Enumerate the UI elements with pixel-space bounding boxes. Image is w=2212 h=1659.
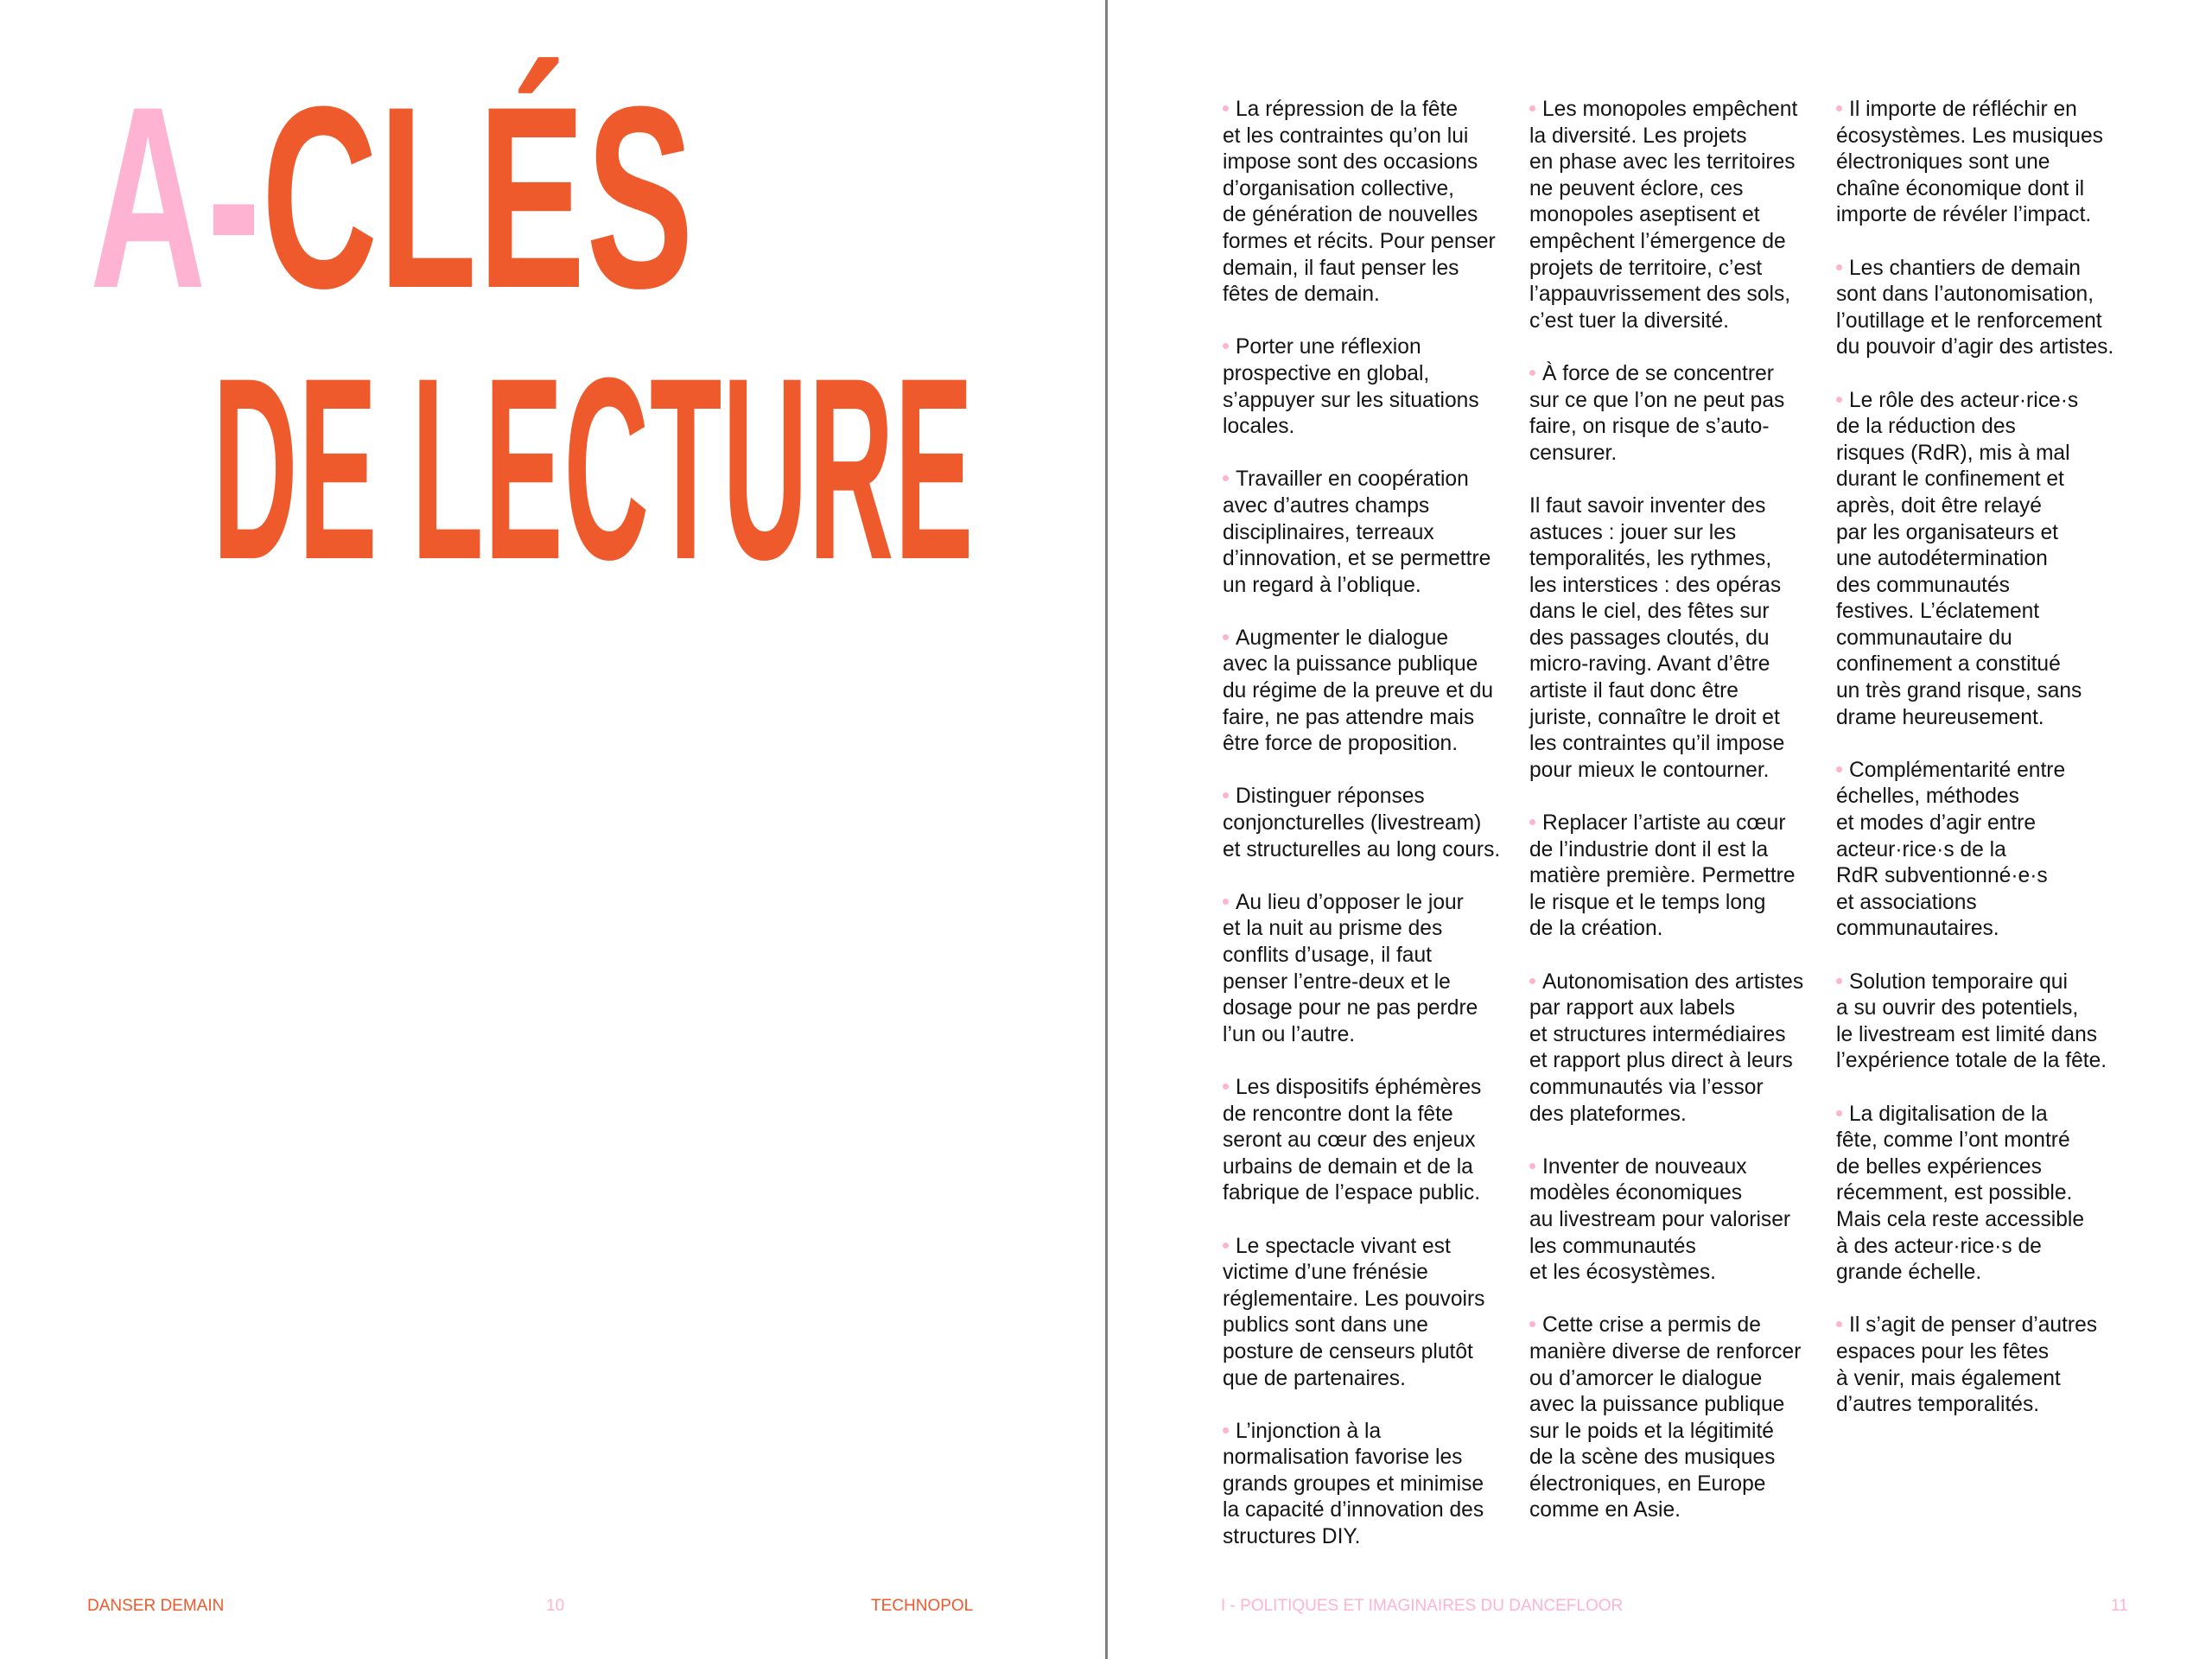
paragraph-text: À force de se concentrer sur ce que l’on ne peut pas faire, on risque de s’auto- censurer. [1529, 361, 1785, 465]
paragraph-text: Distinguer réponses conjoncturelles (livestream) et structurelles au long cours. [1223, 785, 1501, 861]
paragraph [1529, 810, 1816, 943]
paragraph [1529, 969, 1816, 1128]
bullet-dot-icon [1529, 105, 1535, 111]
footer-section-title: I - POLITIQUES ET IMAGINAIRES DU DANCEFLOOR [1221, 1597, 1624, 1615]
bullet-dot-icon [1529, 1163, 1535, 1169]
paragraph [1836, 1102, 2123, 1287]
bullet-dot-icon [1223, 475, 1229, 481]
paragraph-text: Les chantiers de demain sont dans l’autonomisation, l’outillage et le renforcement du pouvoir d’agir des artistes. [1836, 256, 2114, 359]
bullet-dot-icon [1223, 899, 1229, 905]
paragraph [1223, 334, 1510, 440]
paragraph [1223, 626, 1510, 758]
paragraph-text: Il s’agit de penser d’autres espaces pour les fêtes à venir, mais également d’autres temporalités. [1836, 1313, 2098, 1417]
paragraph-text: Replacer l’artiste au cœur de l’industrie dont il est la matière première. Permettre le risque et le temps long de la création. [1529, 811, 1796, 941]
paragraph [1223, 890, 1510, 1049]
paragraph [1836, 256, 2123, 361]
paragraph-text: Autonomisation des artistes par rapport aux labels et structures intermédiaires et rapport plus direct à leurs communautés via l’essor des plateformes. [1529, 969, 1804, 1126]
paragraph-text: Travailler en coopération avec d’autres champs disciplinaires, terreaux d’innovation, et se permettre un regard à l’oblique. [1223, 467, 1491, 597]
bullet-dot-icon [1836, 766, 1842, 772]
paragraph-text: Porter une réflexion prospective en global, s’appuyer sur les situations locales. [1223, 335, 1479, 439]
paragraph-text: L’injonction à la normalisation favorise les grands groupes et minimise la capacité d’innovation des structures DIY. [1223, 1419, 1484, 1549]
page-title-line2: DE LECTURE [213, 323, 975, 613]
text-column-3 [1836, 97, 2123, 1445]
footer-page-number: 11 [2111, 1597, 2128, 1615]
bullet-dot-icon [1836, 1321, 1842, 1327]
paragraph [1529, 361, 1816, 467]
text-column-1 [1223, 97, 1510, 1577]
bullet-dot-icon [1836, 1110, 1842, 1116]
paragraph-text: Complémentarité entre échelles, méthodes et modes d’agir entre acteur·rice·s de la RdR subventionné·e·s et associations communautaires. [1836, 758, 2066, 941]
paragraph-text: Inventer de nouveaux modèles économiques au livestream pour valoriser les communautés et les écosystèmes. [1529, 1154, 1791, 1285]
paragraph-text: Solution temporaire qui a su ouvrir des potentiels, le livestream est limité dans l’expérience totale de la fête. [1836, 969, 2107, 1073]
paragraph [1836, 388, 2123, 732]
title-letter: A [90, 52, 207, 342]
bullet-dot-icon [1836, 978, 1842, 984]
paragraph [1223, 1234, 1510, 1393]
page-title [90, 52, 695, 342]
text-column-2 [1529, 97, 1816, 1551]
title-dash: - [207, 52, 262, 342]
bullet-dot-icon [1529, 1321, 1535, 1327]
paragraph-text: Le rôle des acteur·rice·s de la réduction des risques (RdR), mis à mal durant le confinement et après, doit être relayé par les organisateurs et une autodétermination des communautés festives. L’éclatement communautaire du confinement a constitué un très grand risque, sans drame heureusement. [1836, 388, 2082, 729]
bullet-dot-icon [1836, 105, 1842, 111]
paragraph-text: Les monopoles empêchent la diversité. Les projets en phase avec les territoires ne peuvent éclore, ces monopoles aseptisent et empêchent l’émergence de projets de territoire, c’est l’appauvrissement des sols, c’est tuer la diversité. [1529, 98, 1798, 333]
bullet-dot-icon [1223, 1427, 1229, 1433]
bullet-dot-icon [1223, 792, 1229, 798]
paragraph [1529, 1154, 1816, 1287]
paragraph [1836, 1313, 2123, 1418]
right-page [1108, 0, 2212, 1659]
bullet-dot-icon [1223, 105, 1229, 111]
bullet-dot-icon [1223, 1243, 1229, 1249]
bullet-dot-icon [1836, 264, 1842, 270]
paragraph-text: Il faut savoir inventer des astuces : jouer sur les temporalités, les rythmes, les interstices : des opéras dans le ciel, des fêtes sur des passages cloutés, du micro-raving. Avant d’être artiste il faut donc être juriste, connaître le droit et les contraintes qu’il impose pour mieux le contourner. [1529, 493, 1785, 782]
bullet-dot-icon [1529, 978, 1535, 984]
footer-publisher: TECHNOPOL [871, 1597, 974, 1615]
title-word: CLÉS [261, 52, 695, 342]
paragraph [1836, 969, 2123, 1075]
paragraph-text: Au lieu d’opposer le jour et la nuit au prisme des conflits d’usage, il faut penser l’entre-deux et le dosage pour ne pas perdre l’un ou l’autre. [1223, 890, 1478, 1046]
paragraph [1223, 1075, 1510, 1207]
paragraph [1529, 1313, 1816, 1524]
paragraph-text: La digitalisation de la fête, comme l’ont montré de belles expériences récemment, est possible. Mais cela reste accessible à des acteur·rice·s de grande échelle. [1836, 1102, 2085, 1285]
paragraph [1529, 493, 1816, 785]
paragraph [1223, 784, 1510, 863]
paragraph [1223, 97, 1510, 308]
paragraph-text: Les dispositifs éphémères de rencontre dont la fête seront au cœur des enjeux urbains de demain et de la fabrique de l’espace public. [1223, 1075, 1482, 1205]
bullet-dot-icon [1223, 634, 1229, 640]
paragraph-text: Cette crise a permis de manière diverse de renforcer ou d’amorcer le dialogue avec la puissance publique sur le poids et la légitimité de la scène des musiques électroniques, en Europe comme en Asie. [1529, 1313, 1802, 1522]
paragraph-text: Augmenter le dialogue avec la puissance publique du régime de la preuve et du faire, ne pas attendre mais être force de proposition. [1223, 626, 1494, 756]
bullet-dot-icon [1223, 343, 1229, 349]
paragraph [1836, 97, 2123, 229]
paragraph-text: La répression de la fête et les contraintes qu’on lui impose sont des occasions d’organisation collective, de génération de nouvelles formes et récits. Pour penser demain, il faut penser les fêtes de demain. [1223, 98, 1496, 307]
paragraph-text: Le spectacle vivant est victime d’une frénésie réglementaire. Les pouvoirs publics sont dans une posture de censeurs plutôt que de partenaires. [1223, 1234, 1485, 1390]
footer-book-title: DANSER DEMAIN [87, 1597, 225, 1615]
paragraph [1529, 97, 1816, 334]
bullet-dot-icon [1529, 370, 1535, 376]
bullet-dot-icon [1223, 1084, 1229, 1090]
paragraph [1223, 467, 1510, 599]
paragraph [1223, 1419, 1510, 1551]
paragraph-text: Il importe de réfléchir en écosystèmes. Les musiques électroniques sont une chaîne économique dont il importe de révéler l’impact. [1836, 98, 2103, 227]
footer-page-number: 10 [546, 1597, 565, 1615]
bullet-dot-icon [1529, 819, 1535, 825]
bullet-dot-icon [1836, 397, 1842, 403]
paragraph [1836, 758, 2123, 943]
